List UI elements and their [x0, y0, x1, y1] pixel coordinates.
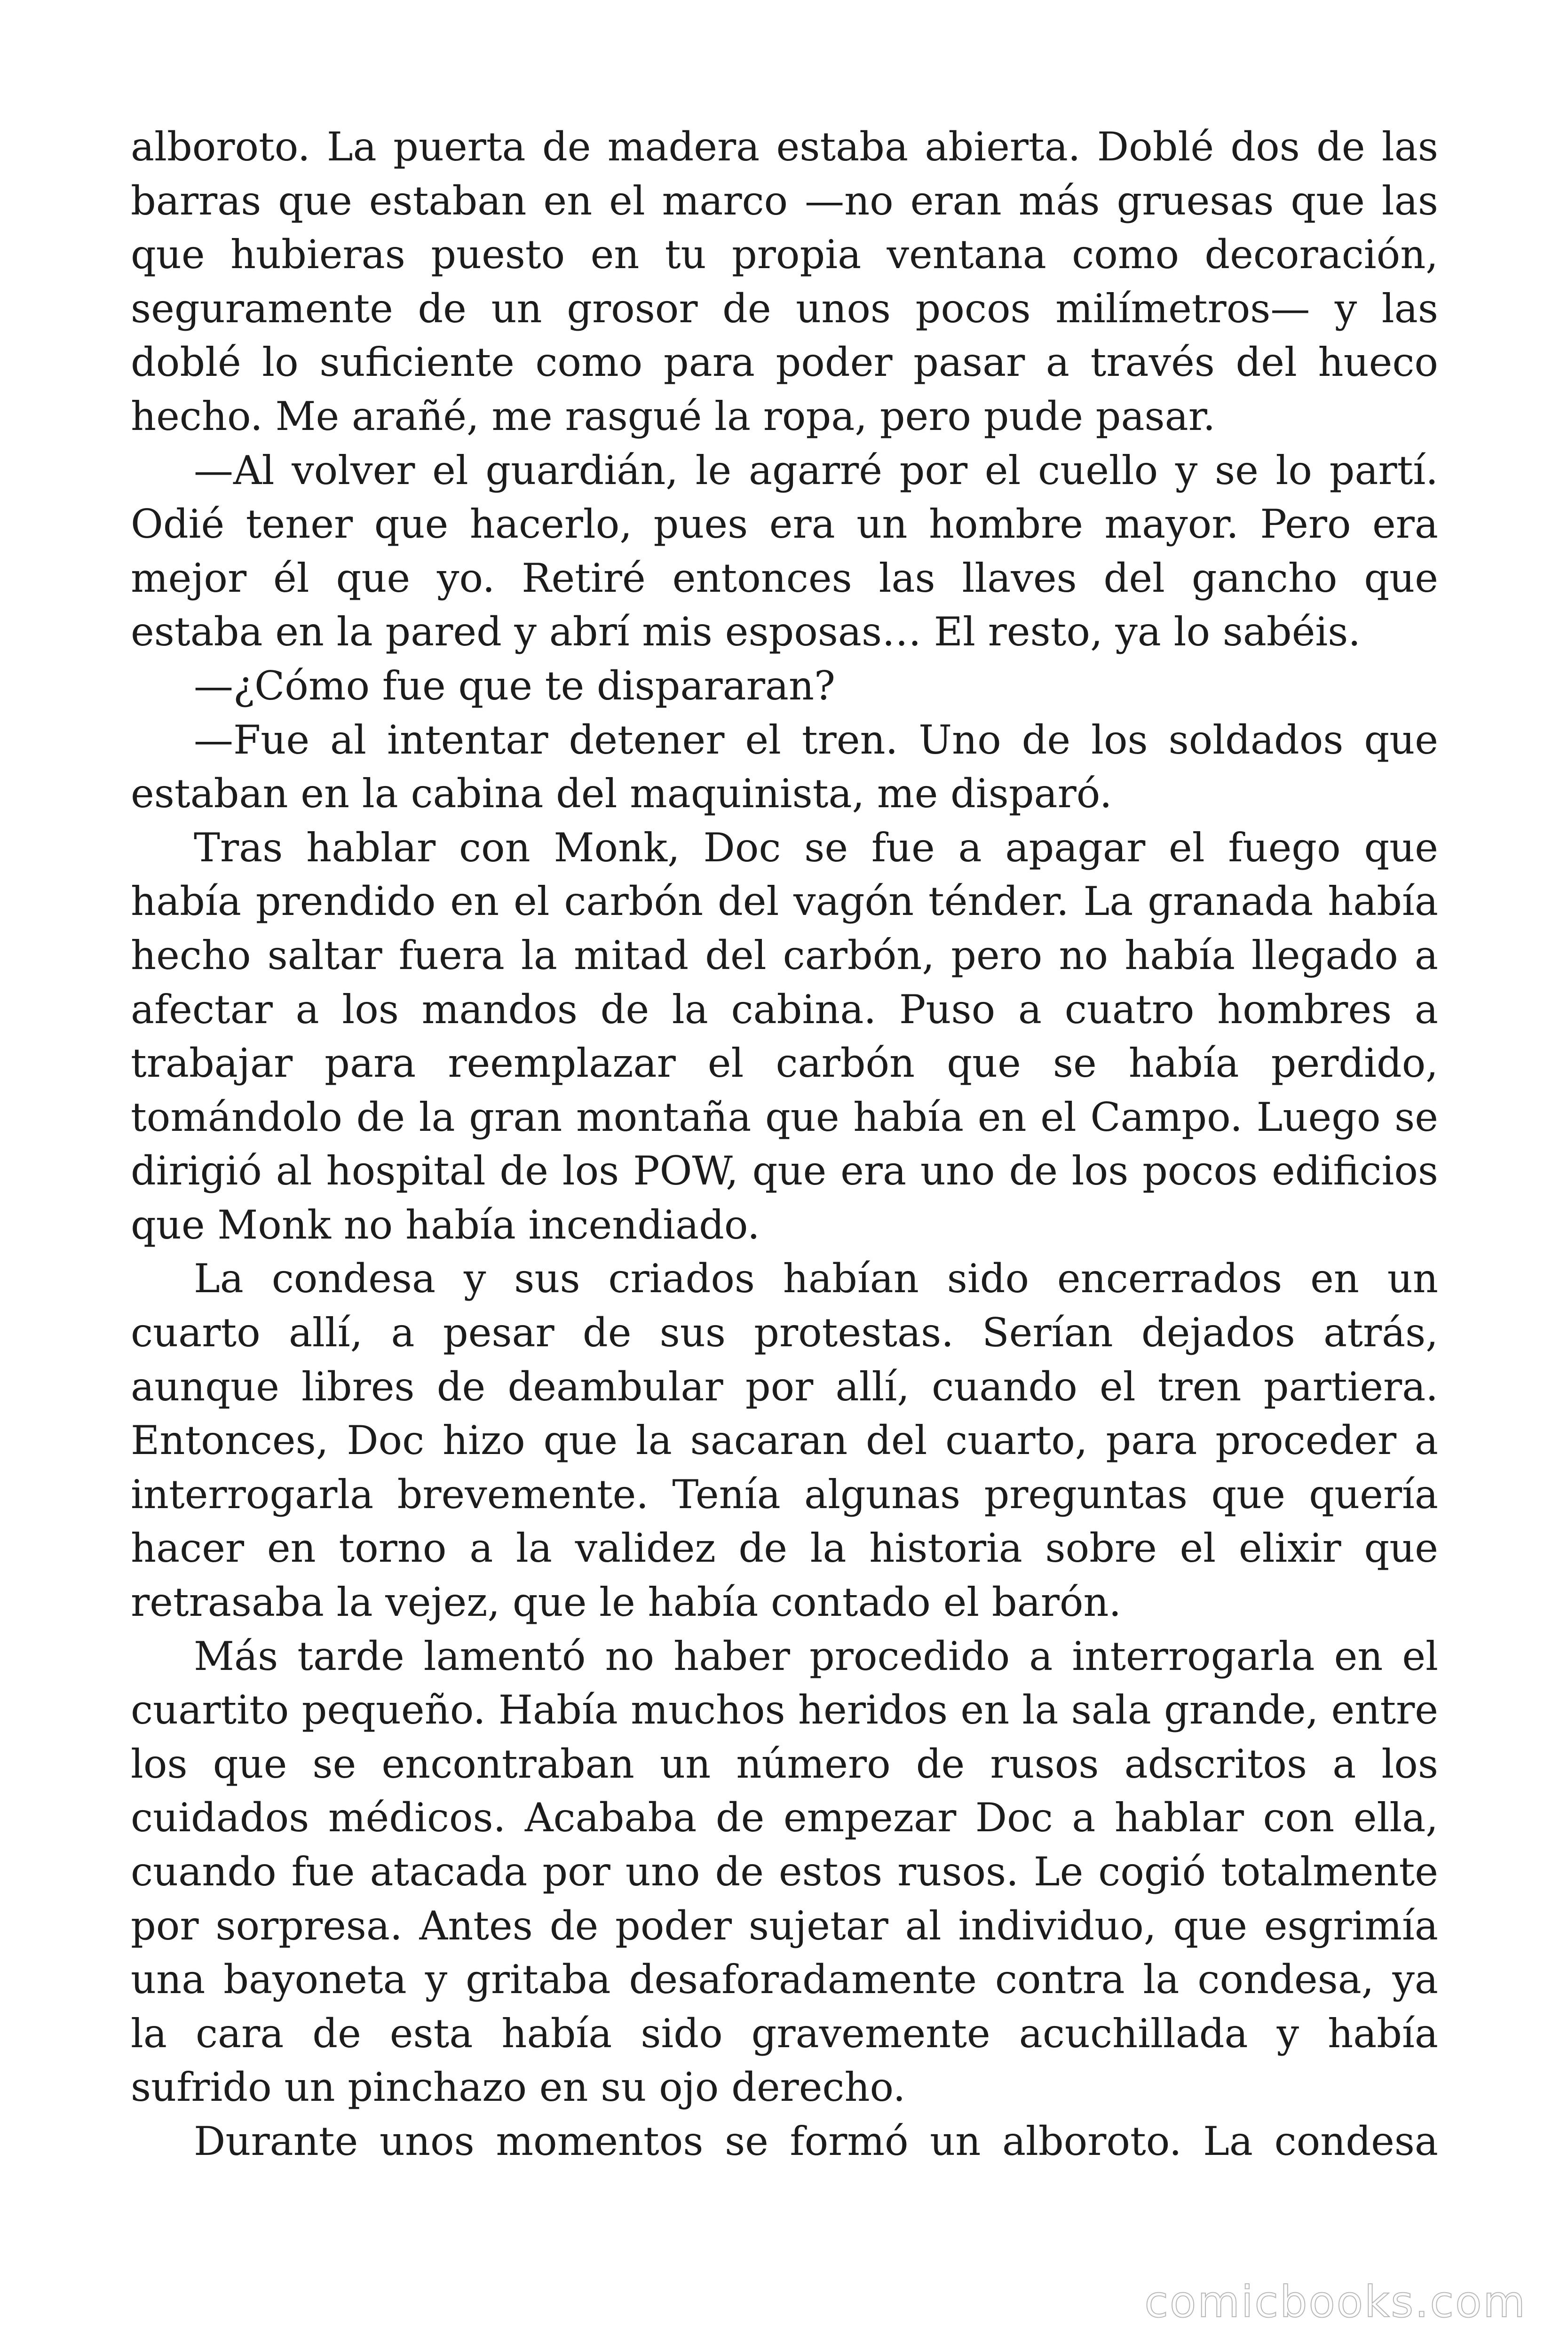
paragraph-dialogue-answer: —Fue al intentar detener el tren. Uno de los soldados que estaban en la cabina del maquinista, me disparó.	[131, 716, 1438, 817]
paragraph-dialogue-guard: —Al volver el guardián, le agarré por el cuello y se lo partí. Odié tener que hacerlo, pues era un hombre mayor. Pero era mejor él que yo. Retiré entonces las llaves del gancho que estaba en la pared y abrí mis esposas… El resto, ya lo sabéis.	[131, 447, 1438, 655]
watermark-logo: comicbooks.com	[1144, 2277, 1527, 2327]
paragraph-fire: Tras hablar con Monk, Doc se fue a apagar el fuego que había prendido en el carbón del vagón ténder. La granada había hecho saltar fuera la mitad del carbón, pero no había llegado a afectar a los mandos de la cabina. Puso a cuatro hombres a trabajar para reemplazar el carbón que se había perdido, tomándolo de la gran montaña que había en el Campo. Luego se dirigió al hospital de los POW, que era uno de los pocos edificios que Monk no había incendiado.	[131, 824, 1438, 1248]
paragraph-countess: La condesa y sus criados habían sido encerrados en un cuarto allí, a pesar de sus protestas. Serían dejados atrás, aunque libres de deambular por allí, cuando el tren partiera. Entonces, Doc hizo que la sacaran del cuarto, para proceder a interrogarla brevemente. Tenía algunas preguntas que quería hacer en torno a la validez de la historia sobre el elixir que retrasaba la vejez, que le había contado el barón.	[131, 1255, 1438, 1626]
page-body	[131, 120, 1438, 2169]
paragraph-final-line: Durante unos momentos se formó un alboroto. La condesa	[194, 2118, 1438, 2164]
paragraph-continuation: alboroto. La puerta de madera estaba abierta. Doblé dos de las barras que estaban en el marco —no eran más gruesas que las que hubieras puesto en tu propia ventana como decoración, seguramente de un grosor de unos pocos milímetros— y las doblé lo suficiente como para poder pasar a través del hueco hecho. Me arañé, me rasgué la ropa, pero pude pasar.	[131, 124, 1438, 439]
paragraph-attack: Más tarde lamentó no haber procedido a interrogarla en el cuartito pequeño. Había muchos heridos en la sala grande, entre los que se encontraban un número de rusos adscritos a los cuidados médicos. Acababa de empezar Doc a hablar con ella, cuando fue atacada por uno de estos rusos. Le cogió totalmente por sorpresa. Antes de poder sujetar al individuo, que esgrimía una bayoneta y gritaba desaforadamente contra la condesa, ya la cara de esta había sido gravemente acuchillada y había sufrido un pinchazo en su ojo derecho.	[131, 1633, 1438, 2111]
paragraph-dialogue-question: —¿Cómo fue que te dispararan?	[194, 662, 836, 709]
